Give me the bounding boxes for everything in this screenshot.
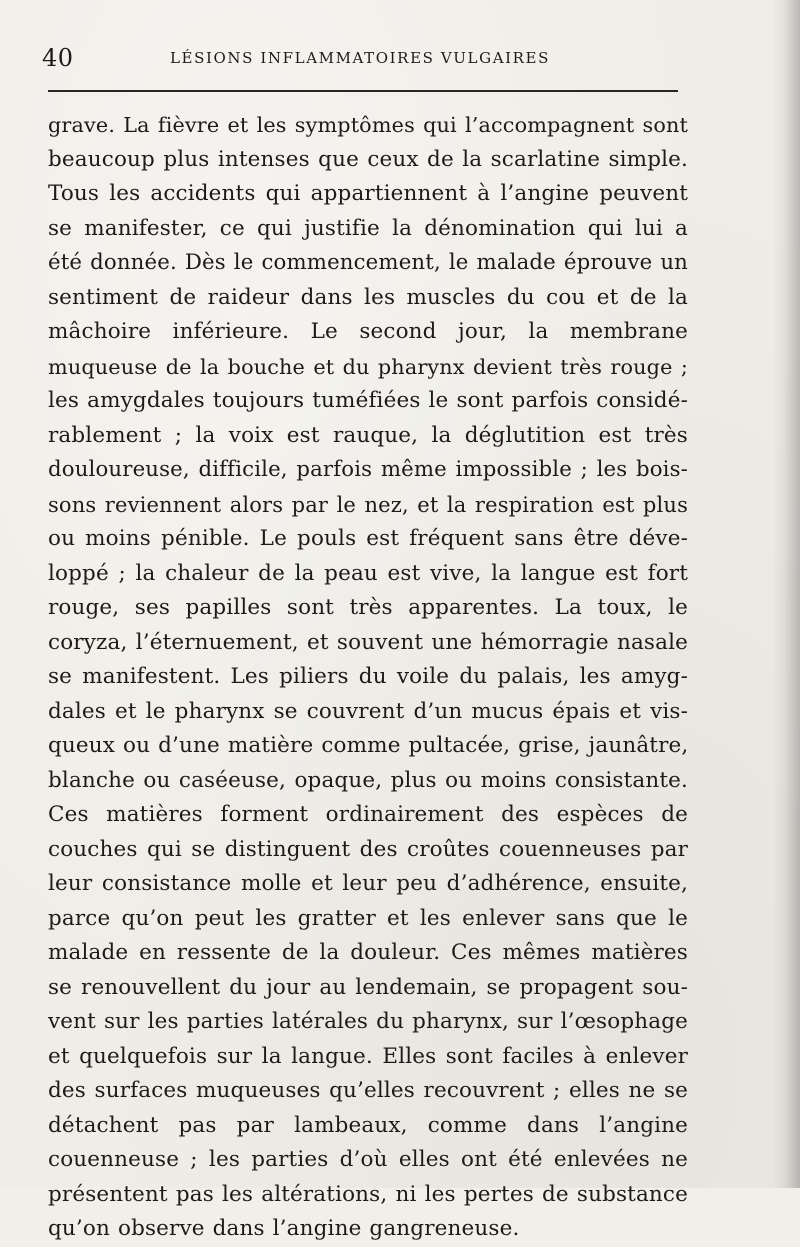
text-line: coryza, l’éternuement, et souvent une hémorragie nasale (48, 629, 688, 655)
body-text (48, 108, 688, 1247)
text-line: des surfaces muqueuses qu’elles recouvrent ; elles ne se (48, 1078, 688, 1103)
text-line: couches qui se distinguent des croûtes couenneuses par (48, 836, 688, 862)
text-line: Ces matières forment ordinairement des espèces de (48, 802, 688, 827)
text-line: se renouvellent du jour au lendemain, se propagent sou- (48, 974, 688, 1000)
text-line: Tous les accidents qui appartiennent à l’angine peuvent (48, 181, 688, 206)
text-line: grave. La fièvre et les symptômes qui l’accompagnent sont (48, 113, 688, 137)
text-line: parce qu’on peut les gratter et les enlever sans que le (48, 905, 688, 931)
header-rule (48, 90, 678, 92)
page-number: 40 (42, 44, 74, 72)
text-line: beaucoup plus intenses que ceux de la scarlatine simple. (48, 146, 688, 172)
text-line: vent sur les parties latérales du pharynx, sur l’œsophage (48, 1009, 688, 1034)
text-line-last: qu’on observe dans l’angine gangreneuse. (48, 1216, 520, 1241)
text-line: se manifester, ce qui justifie la dénomination qui lui a (48, 215, 688, 241)
running-title: LÉSIONS INFLAMMATOIRES VULGAIRES (170, 49, 550, 67)
text-line: dales et le pharynx se couvrent d’un mucus épais et vis- (48, 698, 688, 724)
text-line: sons reviennent alors par le nez, et la respiration est plus (48, 492, 688, 517)
text-line: ou moins pénible. Le pouls est fréquent sans être déve- (48, 526, 688, 551)
text-line: rouge, ses papilles sont très apparentes. La toux, le (48, 595, 688, 620)
page-header (42, 40, 682, 76)
text-line: et quelquefois sur la langue. Elles sont faciles à enlever (48, 1043, 688, 1069)
text-line: couenneuse ; les parties d’où elles ont été enlevées ne (48, 1147, 688, 1172)
text-line: mâchoire inférieure. Le second jour, la membrane (48, 319, 688, 344)
text-line: rablement ; la voix est rauque, la déglutition est très (48, 422, 688, 448)
text-line: sentiment de raideur dans les muscles du cou et de la (48, 284, 688, 310)
text-line: été donnée. Dès le commencement, le malade éprouve un (48, 250, 688, 275)
text-line: malade en ressente de la douleur. Ces mêmes matières (48, 940, 688, 965)
text-line: détachent pas par lambeaux, comme dans l’angine (48, 1112, 688, 1138)
text-line: loppé ; la chaleur de la peau est vive, la langue est fort (48, 560, 688, 586)
page-edge-shadow (772, 0, 800, 1188)
text-line: muqueuse de la bouche et du pharynx devient très rouge ; (48, 354, 688, 379)
text-line: queux ou d’une matière comme pultacée, grise, jaunâtre, (48, 733, 689, 758)
text-line: se manifestent. Les piliers du voile du palais, les amyg- (48, 664, 688, 689)
text-line: douloureuse, difficile, parfois même impossible ; les bois- (48, 457, 688, 482)
text-line: les amygdales toujours tuméfiées le sont parfois considé- (48, 388, 688, 413)
text-line: présentent pas les altérations, ni les pertes de substance (48, 1181, 688, 1207)
text-line: blanche ou caséeuse, opaque, plus ou moins consistante. (48, 767, 688, 793)
text-line: leur consistance molle et leur peu d’adhérence, ensuite, (48, 871, 688, 896)
